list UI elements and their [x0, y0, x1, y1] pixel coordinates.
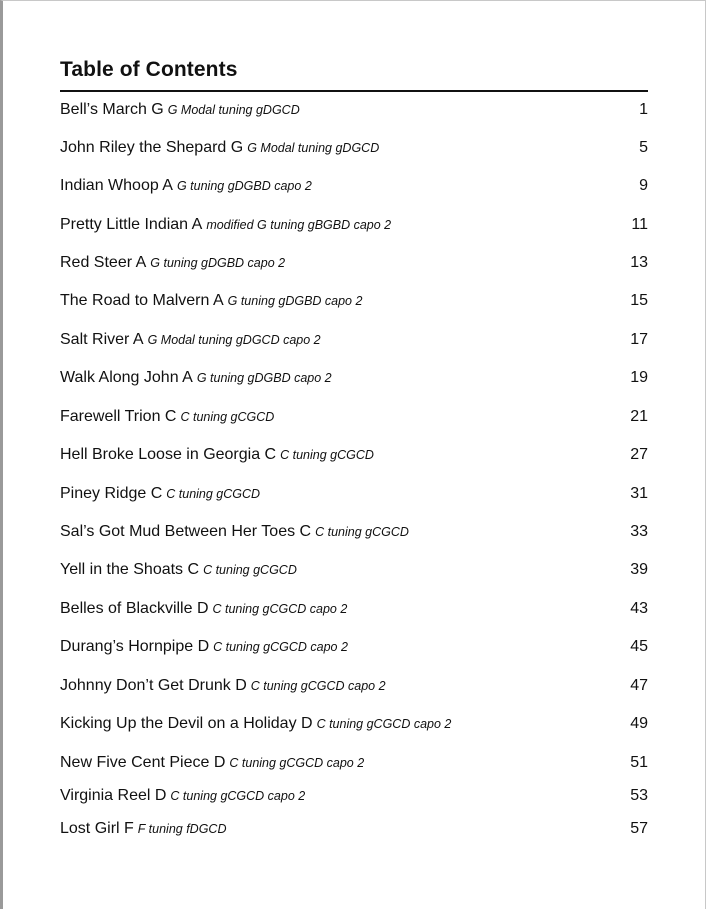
- tune-name: Belles of Blackville D: [60, 600, 209, 617]
- tuning-note: G Modal tuning gDGCD capo 2: [147, 333, 321, 347]
- page-number: 15: [630, 292, 648, 309]
- toc-entry: [60, 638, 648, 662]
- tune-name: Salt River A: [60, 331, 144, 348]
- tune-name: Pretty Little Indian A: [60, 216, 203, 233]
- toc-entry: [60, 485, 648, 509]
- page-number: 31: [630, 485, 648, 502]
- page-title: Table of Contents: [60, 58, 238, 81]
- toc-entry: [60, 523, 648, 547]
- page-number: 5: [639, 139, 648, 156]
- tuning-note: C tuning gCGCD capo 2: [250, 679, 386, 693]
- page-number: 45: [630, 638, 648, 655]
- toc-entry: [60, 331, 648, 355]
- page-number: 51: [630, 754, 648, 771]
- tuning-note: C tuning gCGCD capo 2: [212, 602, 348, 616]
- toc-entry: [60, 177, 648, 201]
- tune-name: Kicking Up the Devil on a Holiday D: [60, 715, 313, 732]
- tune-name: John Riley the Shepard G: [60, 139, 244, 156]
- tuning-note: G tuning gDGBD capo 2: [176, 179, 312, 193]
- toc-entry: [60, 369, 648, 393]
- tuning-note: C tuning gCGCD capo 2: [229, 756, 365, 770]
- toc-entry: [60, 408, 648, 432]
- page-number: 21: [630, 408, 648, 425]
- toc-entry: [60, 600, 648, 624]
- tune-name: Piney Ridge C: [60, 485, 163, 502]
- tune-name: New Five Cent Piece D: [60, 754, 226, 771]
- tuning-note: modified G tuning gBGBD capo 2: [206, 218, 392, 232]
- tune-name: Sal’s Got Mud Between Her Toes C: [60, 523, 312, 540]
- page-number: 9: [639, 177, 648, 194]
- tuning-note: C tuning gCGCD: [280, 448, 374, 462]
- page-number: 33: [630, 523, 648, 540]
- page-number: 43: [630, 600, 648, 617]
- page-number: 17: [630, 331, 648, 348]
- tune-name: Johnny Don’t Get Drunk D: [60, 677, 247, 694]
- tuning-note: C tuning gCGCD: [166, 487, 261, 501]
- toc-entry: [60, 754, 648, 778]
- tune-name: Red Steer A: [60, 254, 147, 271]
- page-number: 47: [630, 677, 648, 694]
- tune-name: Farewell Trion C: [60, 408, 177, 425]
- tuning-note: G Modal tuning gDGCD: [167, 103, 300, 117]
- tuning-note: G tuning gDGBD capo 2: [196, 371, 332, 385]
- title-divider: [60, 90, 648, 92]
- tune-name: Yell in the Shoats C: [60, 561, 200, 578]
- page-number: 39: [630, 561, 648, 578]
- toc-entry: [60, 715, 648, 739]
- toc-entry: [60, 292, 648, 316]
- tune-name: Durang’s Hornpipe D: [60, 638, 210, 655]
- tune-name: The Road to Malvern A: [60, 292, 224, 309]
- toc-entry: [60, 254, 648, 278]
- tuning-note: C tuning gCGCD: [180, 410, 275, 424]
- page-number: 11: [631, 216, 648, 233]
- tune-name: Indian Whoop A: [60, 177, 173, 194]
- page-number: 27: [630, 446, 648, 463]
- page-number: 19: [630, 369, 648, 386]
- page-number: 13: [630, 254, 648, 271]
- tune-name: Lost Girl F: [60, 820, 134, 837]
- tuning-note: G tuning gDGBD capo 2: [227, 294, 363, 308]
- toc-entry: [60, 216, 648, 240]
- tuning-note: C tuning gCGCD: [203, 563, 297, 577]
- tune-name: Walk Along John A: [60, 369, 193, 386]
- tuning-note: G tuning gDGBD capo 2: [150, 256, 286, 270]
- tune-name: Hell Broke Loose in Georgia C: [60, 446, 277, 463]
- page-number: 57: [630, 820, 648, 837]
- tuning-note: C tuning gCGCD capo 2: [316, 717, 452, 731]
- toc-entry: [60, 139, 648, 163]
- tune-name: Bell’s March G: [60, 101, 164, 118]
- toc-entry: [60, 101, 648, 125]
- toc-entry: [60, 561, 648, 585]
- toc-entry: [60, 446, 648, 470]
- page-number: 49: [630, 715, 648, 732]
- tuning-note: C tuning gCGCD capo 2: [213, 640, 348, 654]
- tuning-note: C tuning gCGCD: [315, 525, 409, 539]
- tuning-note: F tuning fDGCD: [137, 822, 227, 836]
- tuning-note: C tuning gCGCD capo 2: [170, 789, 306, 803]
- toc-entry: [60, 677, 648, 701]
- tuning-note: G Modal tuning gDGCD: [247, 141, 380, 155]
- toc-entry: [60, 787, 648, 811]
- tune-name: Virginia Reel D: [60, 787, 167, 804]
- page-number: 53: [630, 787, 648, 804]
- toc-entry: [60, 820, 648, 844]
- page-number: 1: [639, 101, 648, 118]
